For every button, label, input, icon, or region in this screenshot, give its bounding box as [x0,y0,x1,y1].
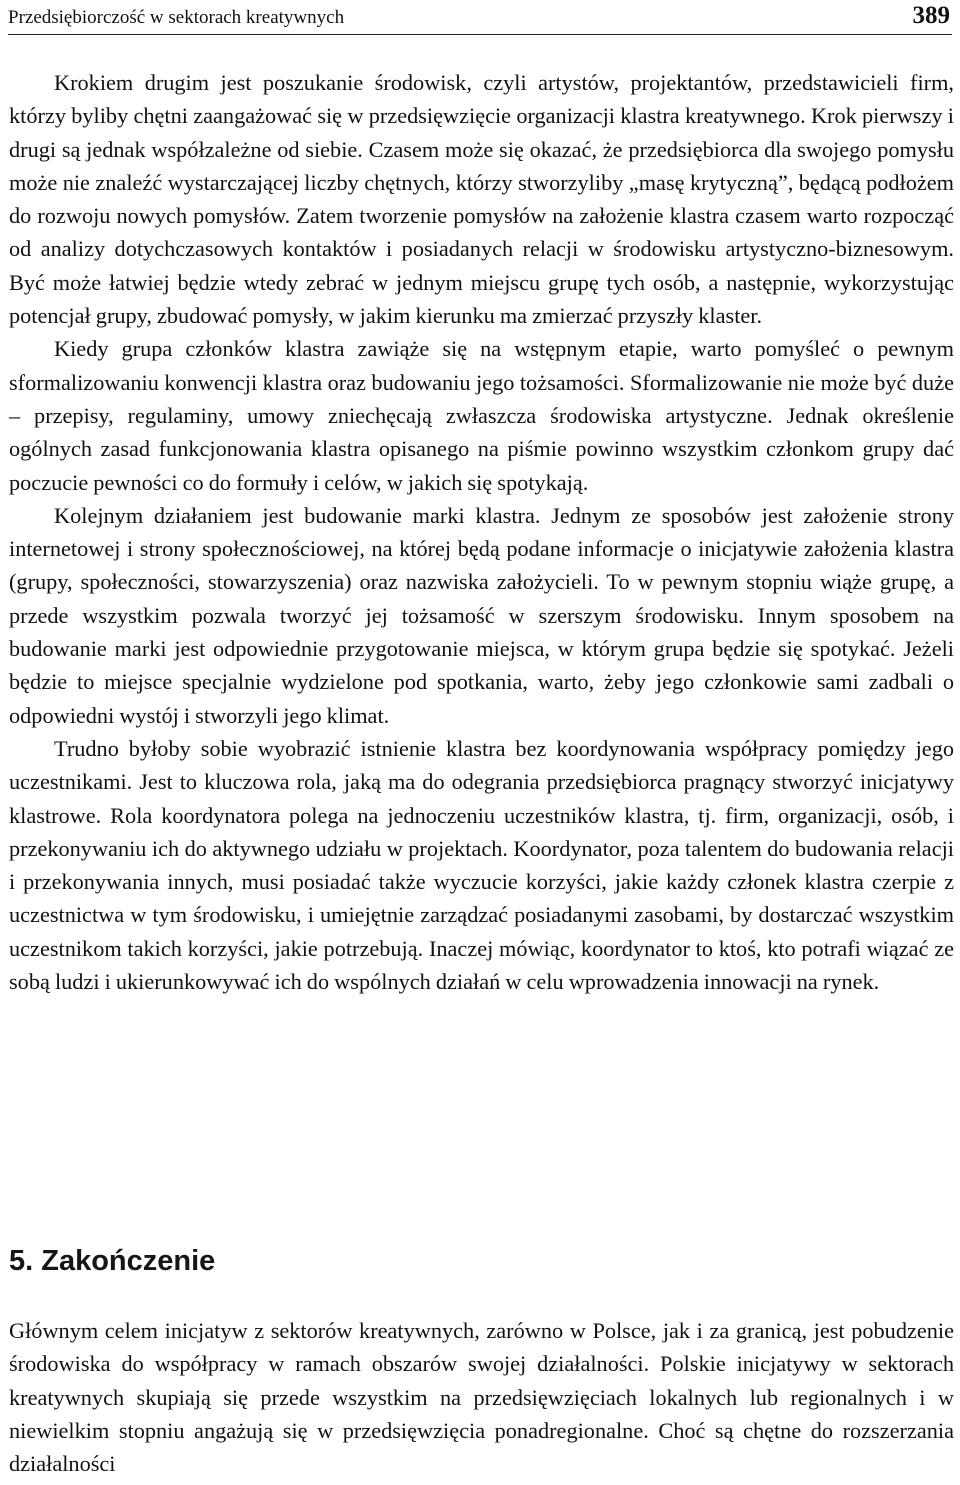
paragraph-4: Trudno byłoby sobie wyobrazić istnienie klastra bez koordynowania współpracy pomiędzy jego uczestnikami. Jest to kluczowa rola, jaką ma do odegrania przedsiębiorca pragnący stworzyć inicjatywy klastrowe. Rola koordynatora polega na jednoczeniu uczestników klastra, tj. firm, organizacji, osób, i przekonywaniu ich do aktywnego udziału w projektach. Koordynator, poza talentem do budowania relacji i przekonywania innych, musi posiadać także wyczucie korzyści, jakie każdy członek klastra czerpie z uczestnictwa w tym środowisku, i umiejętnie zarządzać posiadanymi zasobami, by dostarczać wszystkim uczestnikom takich korzyści, jakie potrzebują. Inaczej mówiąc, koordynator to ktoś, kto potrafi wiązać ze sobą ludzi i ukierunkowywać ich do wspólnych działań w celu wprowadzenia innowacji na rynek. [9,735,954,995]
body-text [9,66,954,998]
running-header-title: Przedsiębiorczość w sektorach kreatywnych [8,7,345,28]
paragraph-1: Krokiem drugim jest poszukanie środowisk, czyli artystów, projektantów, przedstawicieli firm, którzy byliby chętni zaangażować się w przedsięwzięcie organizacji klastra kreatywnego. Krok pierwszy i drugi są jednak współzależne od siebie. Czasem może się okazać, że przedsiębiorca dla swojego pomysłu może nie znaleźć wystarczającej liczby chętnych, którzy stworzyliby „masę krytyczną”, będącą podłożem do rozwoju nowych pomysłów. Zatem tworzenie pomysłów na założenie klastra czasem warto rozpocząć od analizy dotychczasowych kontaktów i posiadanych relacji w środowisku artystyczno-biznesowym. Być może łatwiej będzie wtedy zebrać w jednym miejscu grupę tych osób, a następnie, wykorzystując potencjał grupy, zbudować pomysły, w jakim kierunku ma zmierzać przyszły klaster. [9,70,954,329]
section-conclusion [9,1239,954,1480]
paragraph-3: Kolejnym działaniem jest budowanie marki klastra. Jednym ze sposobów jest założenie strony internetowej i strony społecznościowej, na której będą podane informacje o inicjatywie założenia klastra (grupy, społeczności, stowarzyszenia) oraz nazwiska założycieli. To w pewnym stopniu wiąże grupę, a przede wszystkim pozwala tworzyć jej tożsamość w szerszym środowisku. Innym sposobem na budowanie marki jest odpowiednie przygotowanie miejsca, w którym grupa będzie się spotykać. Jeżeli będzie to miejsce specjalnie wydzielone pod spotkania, warto, żeby jego członkowie sami zadbali o odpowiedni wystój i stworzyli jego klimat. [9,502,954,728]
running-header [8,0,952,35]
page-number: 389 [912,2,950,29]
paragraph-2: Kiedy grupa członków klastra zawiąże się na wstępnym etapie, warto pomyśleć o pewnym sformalizowaniu konwencji klastra oraz budowaniu jego tożsamości. Sformalizowanie nie może być duże – przepisy, regulaminy, umowy zniechęcają zwłaszcza środowiska artystyczne. Jednak określenie ogólnych zasad funkcjonowania klastra opisanego na piśmie powinno wszystkim członkom grupy dać poczucie pewności co do formuły i celów, w jakich się spotykają. [9,336,954,495]
section-paragraph: Głównym celem inicjatyw z sektorów kreatywnych, zarówno w Polsce, jak i za granicą, jest pobudzenie środowiska do współpracy w ramach obszarów swojej działalności. Polskie inicjatywy w sektorach kreatywnych skupiają się przede wszystkim na przedsięwzięciach lokalnych lub regionalnych i w niewielkim stopniu angażują się w przedsięwzięcia ponadregionalne. Choć są chętne do rozszerzania działalności [9,1318,954,1477]
section-heading: 5. Zakończenie [9,1245,216,1277]
